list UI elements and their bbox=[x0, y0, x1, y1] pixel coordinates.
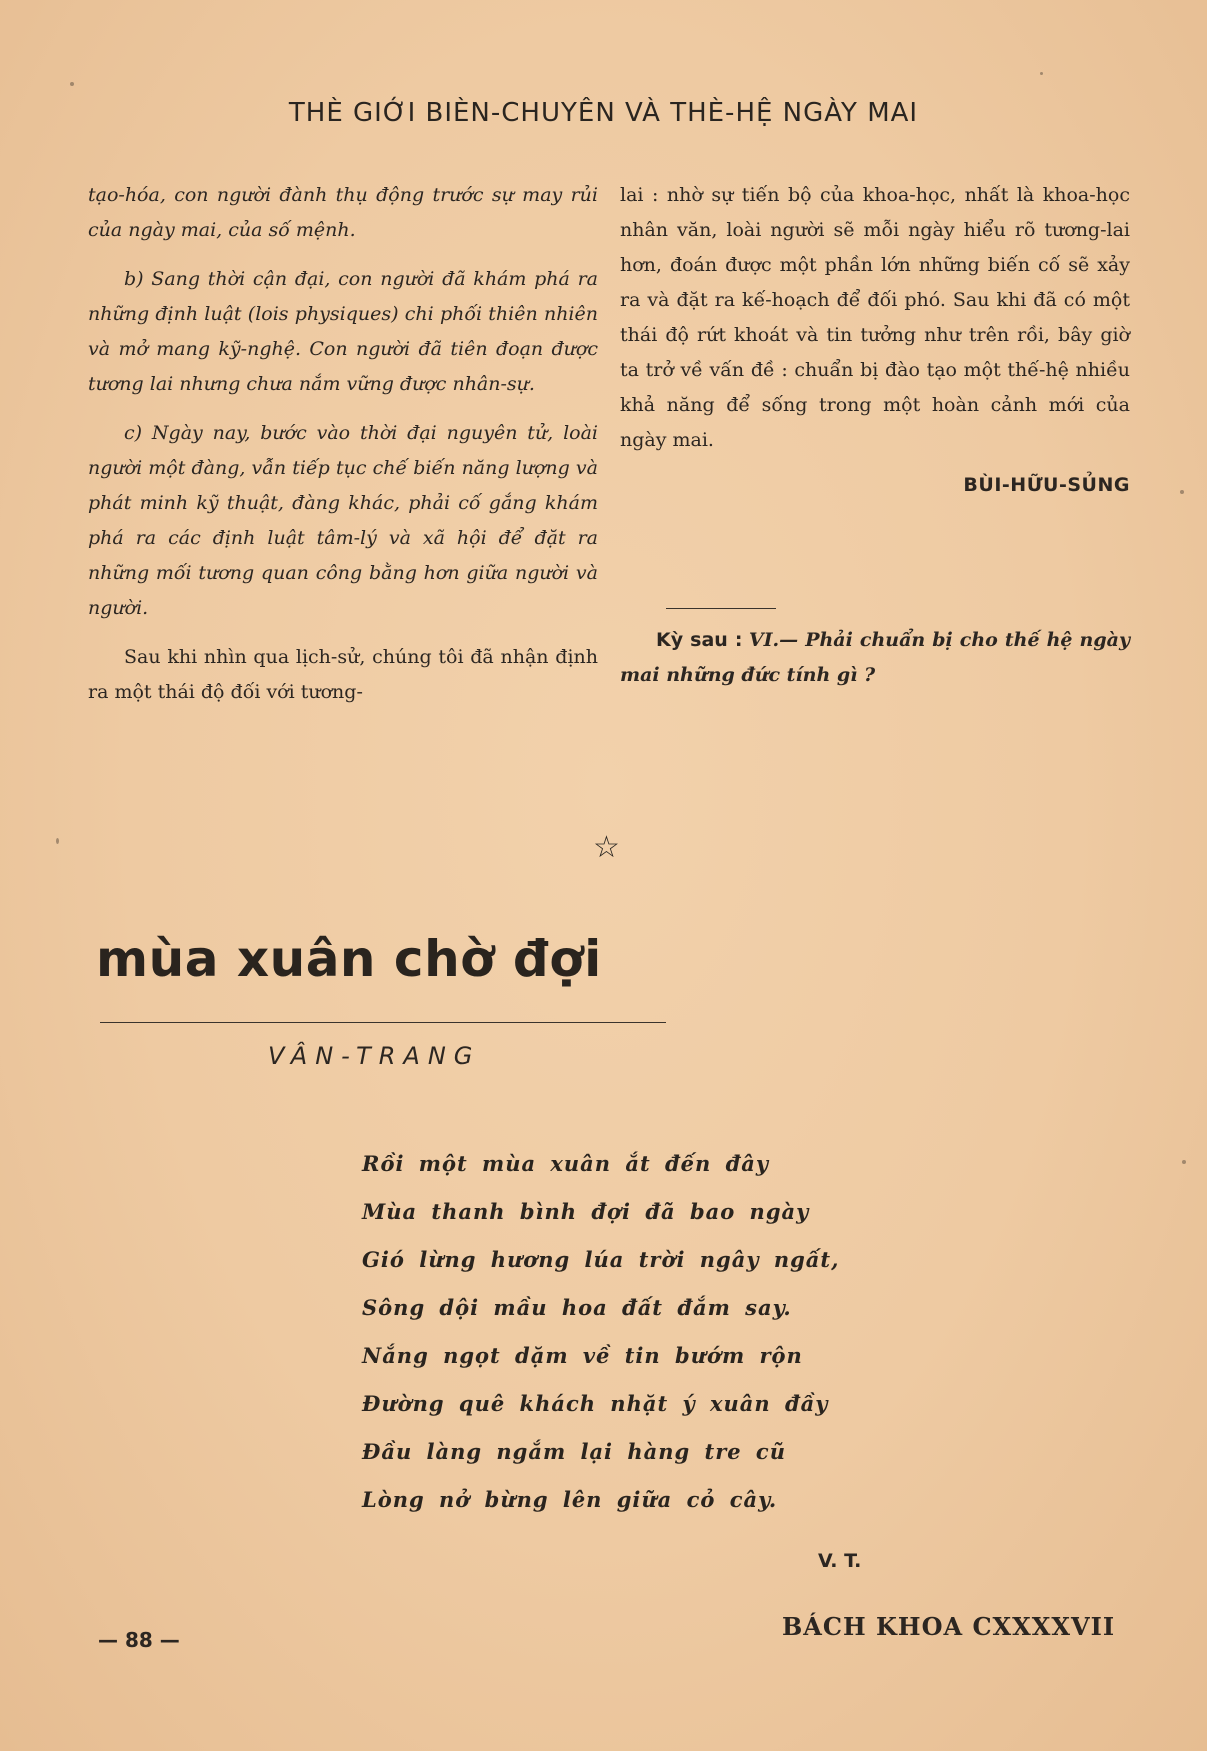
running-header: THÈ GIỚI BIÈN-CHUYÊN VÀ THÈ-HỆ NGÀY MAI bbox=[288, 98, 919, 128]
paragraph-c: c) Ngày nay, bước vào thời đại nguyên tử, loài người một đàng, vẫn tiếp tục chế biến năng lượng và phát minh kỹ thuật, đàng khác, phải cố gắng khám phá ra các định luật tâm-lý và xã hội để đặt ra những mối tương quan công bằng hơn giữa người và người. bbox=[88, 422, 598, 619]
paper-speck bbox=[56, 838, 59, 844]
article-author: BÙI-HỮU-SỦNG bbox=[963, 474, 1130, 496]
poem-line: Nắng ngọt dặm về tin bướm rộn bbox=[362, 1343, 803, 1368]
magazine-footer: BÁCH KHOA CXXXXVII bbox=[782, 1612, 1116, 1641]
star-icon: ☆ bbox=[593, 830, 620, 865]
poem-line: Rồi một mùa xuân ắt đến đây bbox=[362, 1151, 770, 1176]
paper-speck bbox=[1040, 72, 1043, 75]
poem-signature: V. T. bbox=[818, 1550, 862, 1572]
next-issue-title: VI.— Phải chuẩn bị cho thế hệ ngày mai những đức tính gì ? bbox=[620, 629, 1130, 686]
title-underline bbox=[100, 1022, 666, 1023]
poem-line: Sông dội mầu hoa đất đắm say. bbox=[362, 1295, 792, 1320]
page-number: — 88 — bbox=[98, 1628, 180, 1652]
poem-line: Đường quê khách nhặt ý xuân đầy bbox=[362, 1391, 829, 1416]
paper-speck bbox=[1182, 1160, 1186, 1164]
poem-body bbox=[362, 1140, 839, 1524]
left-column bbox=[88, 178, 598, 724]
paper-speck bbox=[70, 82, 74, 86]
poem-author: VÂN-TRANG bbox=[268, 1042, 481, 1070]
poem-line: Lòng nở bừng lên giữa cỏ cây. bbox=[362, 1487, 778, 1512]
paper-speck bbox=[1180, 490, 1184, 494]
paragraph-conclusion: Sau khi nhìn qua lịch-sử, chúng tôi đã nhận định ra một thái độ đối với tương- bbox=[88, 646, 598, 703]
poem-title: mùa xuân chờ đợi bbox=[96, 930, 602, 988]
poem-line: Mùa thanh bình đợi đã bao ngày bbox=[362, 1199, 810, 1224]
paragraph-continuation: lai : nhờ sự tiến bộ của khoa-học, nhất là khoa-học nhân văn, loài người sẽ mỗi ngày hiểu rõ tương-lai hơn, đoán được một phần lớn những biến cố sẽ xảy ra và đặt ra kế-hoạch để đối phó. Sau khi đã có một thái độ rứt khoát và tin tưởng như trên rồi, bây giờ ta trở về vấn đề : chuẩn bị đào tạo một thế-hệ nhiều khả năng để sống trong một hoàn cảnh mới của ngày mai. bbox=[620, 184, 1130, 451]
section-divider bbox=[666, 608, 776, 609]
paragraph-1: tạo-hóa, con người đành thụ động trước sự may rủi của ngày mai, của số mệnh. bbox=[88, 184, 598, 241]
next-issue-label: Kỳ sau : bbox=[656, 629, 743, 651]
paragraph-b: b) Sang thời cận đại, con người đã khám phá ra những định luật (lois physiques) chi phối thiên nhiên và mở mang kỹ-nghệ. Con người đã tiên đoạn được tương lai nhưng chưa nắm vững được nhân-sự. bbox=[88, 268, 598, 395]
next-issue-note bbox=[620, 623, 1130, 693]
right-column bbox=[620, 178, 1130, 693]
poem-line: Đầu làng ngắm lại hàng tre cũ bbox=[362, 1439, 786, 1464]
poem-line: Gió lừng hương lúa trời ngây ngất, bbox=[362, 1247, 840, 1272]
